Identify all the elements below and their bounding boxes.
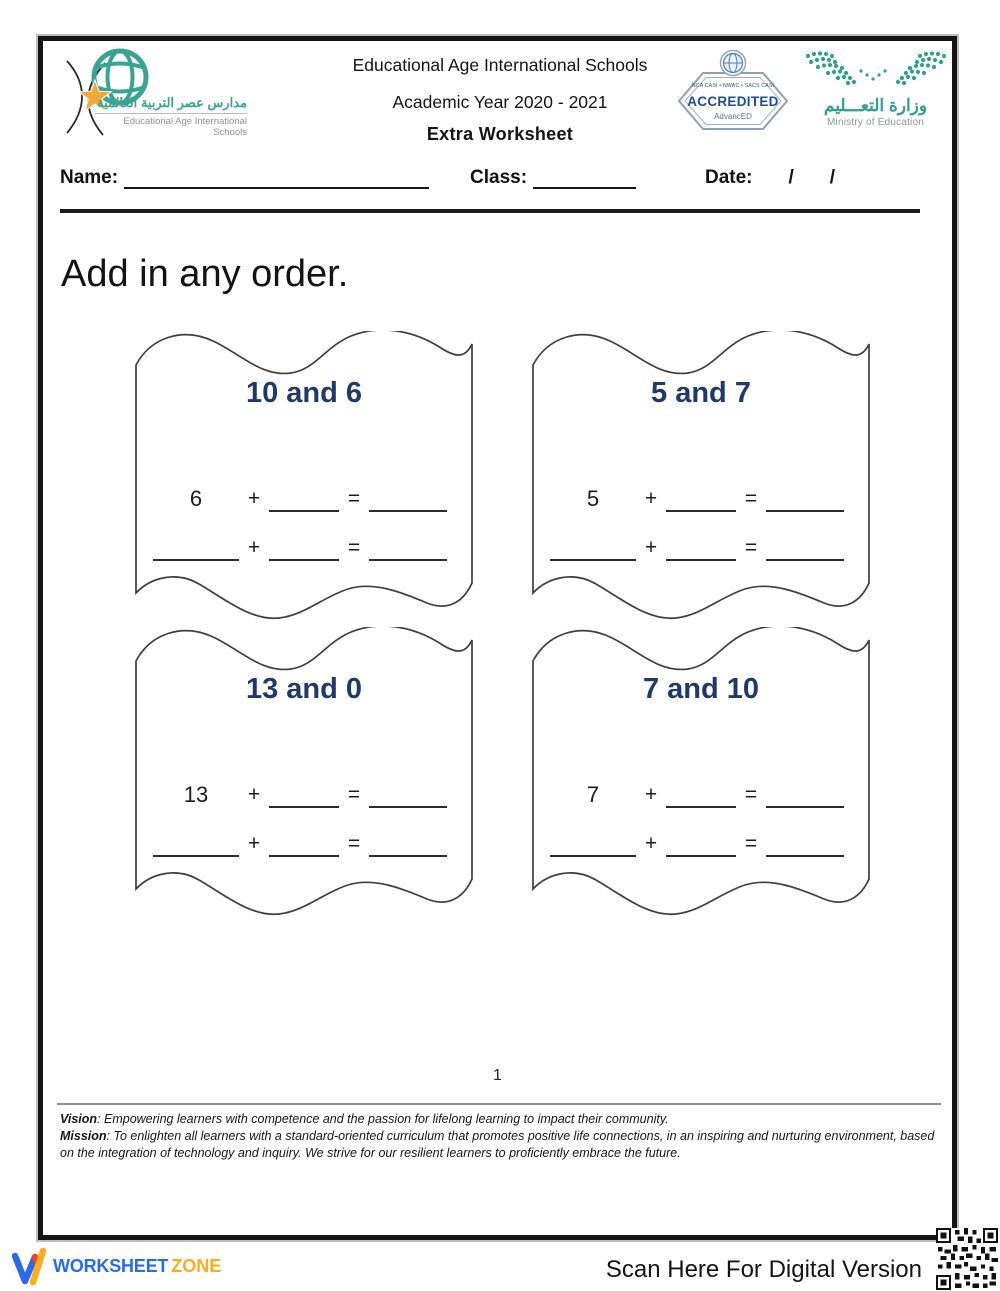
date-label: Date: [705,167,753,188]
plus-sign: + [644,832,658,855]
mission-line [60,1128,938,1162]
plus-sign: + [247,536,261,559]
accreditation-badge-icon [673,49,793,143]
page-number: 1 [493,1067,502,1084]
answer-blank[interactable] [766,529,844,561]
plus-sign: + [644,783,658,806]
equation-row [550,823,872,857]
school-logo [57,45,272,147]
answer-blank[interactable] [666,825,736,857]
addend-number: 7 [586,782,600,807]
plus-sign: + [247,832,261,855]
answer-blank[interactable] [550,825,636,857]
worksheetzone-wordmark-worksheet: WORKSHEET [53,1255,169,1276]
answer-blank[interactable] [666,529,736,561]
worksheetzone-branding [12,1244,221,1288]
problem-box-2 [530,331,872,623]
name-label: Name: [60,167,119,188]
problem-box-1 [133,331,475,623]
mission-label: Mission [60,1128,107,1143]
date-slash: / [829,167,836,188]
answer-blank[interactable] [269,480,339,512]
problem-title: 10 and 6 [245,377,363,409]
answer-blank[interactable] [766,480,844,512]
equals-sign: = [347,783,361,806]
school-logo-english-name: Educational Age International Schools [95,113,247,138]
plus-sign: + [644,536,658,559]
answer-blank[interactable] [369,825,447,857]
answer-blank[interactable] [153,825,239,857]
answer-blank[interactable] [766,825,844,857]
problem-title: 7 and 10 [642,673,760,705]
ministry-english-name: Ministry of Education [826,117,925,128]
answer-blank[interactable] [550,529,636,561]
answer-blank[interactable] [369,776,447,808]
ministry-palm-icon [801,51,951,89]
vision-mission-block [60,1111,938,1161]
problem-box-4 [530,627,872,919]
class-input-line[interactable] [533,168,636,189]
equation-row [153,478,475,512]
instruction-text: Add in any order. [61,253,349,295]
worksheet-type-title: Extra Worksheet [426,124,574,144]
problem-box-3 [133,627,475,919]
vision-line [60,1111,938,1128]
addend-number: 13 [183,782,209,807]
plus-sign: + [644,487,658,510]
equation-row [550,478,872,512]
equals-sign: = [347,487,361,510]
badge-associations-text: NCA CASI • NWAC • SACS CASI [691,83,775,89]
worksheetzone-wordmark-zone: ZONE [171,1255,222,1276]
problem-title: 5 and 7 [651,377,751,409]
equation-row [153,527,475,561]
worksheet-page [38,36,957,1240]
plus-sign: + [247,783,261,806]
answer-blank[interactable] [666,480,736,512]
equals-sign: = [744,487,758,510]
worksheetzone-logo-icon [12,1246,46,1286]
footer-divider [57,1103,941,1105]
class-label: Class: [470,167,528,188]
name-input-line[interactable] [124,168,429,189]
mission-text: : To enlighten all learners with a standard-oriented curriculum that promotes positive life connections, in an inspiring and nurturing environment, based on the integration of technology and inquiry. We strive for our resilient learners to proficiently embrace the future. [60,1128,935,1160]
vision-label: Vision [60,1112,98,1126]
accreditation-badge [673,49,793,143]
ministry-arabic-name: وزارة التعـــليم [823,96,928,115]
vision-text: : Empowering learners with competence and the passion for lifelong learning to impact their community. [97,1112,669,1126]
equals-sign: = [347,832,361,855]
answer-blank[interactable] [153,529,239,561]
badge-accredited-text: ACCREDITED [687,94,779,109]
equals-sign: = [744,536,758,559]
plus-sign: + [247,487,261,510]
date-slash: / [788,167,794,188]
answer-blank[interactable] [666,776,736,808]
answer-blank[interactable] [766,776,844,808]
header-titles [335,55,665,145]
header-divider [60,209,920,213]
answer-blank[interactable] [369,529,447,561]
answer-blank[interactable] [369,480,447,512]
school-name-title: Educational Age International Schools [352,55,648,75]
equals-sign: = [744,832,758,855]
student-fields-row [60,167,942,195]
ministry-logo [798,51,953,128]
scan-here-label: Scan Here For Digital Version [605,1256,922,1283]
academic-year-title: Academic Year 2020 - 2021 [392,92,608,112]
equation-row [153,774,475,808]
answer-blank[interactable] [269,776,339,808]
equation-row [550,774,872,808]
school-logo-arabic-name: مدارس عصر التربية العالمية [97,95,247,110]
problem-title: 13 and 0 [245,673,363,705]
addend-number: 6 [189,486,203,511]
addend-number: 5 [586,486,600,511]
answer-blank[interactable] [269,825,339,857]
qr-code [936,1228,998,1290]
equation-row [550,527,872,561]
badge-organization-text: AdvancED [714,112,752,121]
equals-sign: = [744,783,758,806]
answer-blank[interactable] [269,529,339,561]
equation-row [153,823,475,857]
equals-sign: = [347,536,361,559]
